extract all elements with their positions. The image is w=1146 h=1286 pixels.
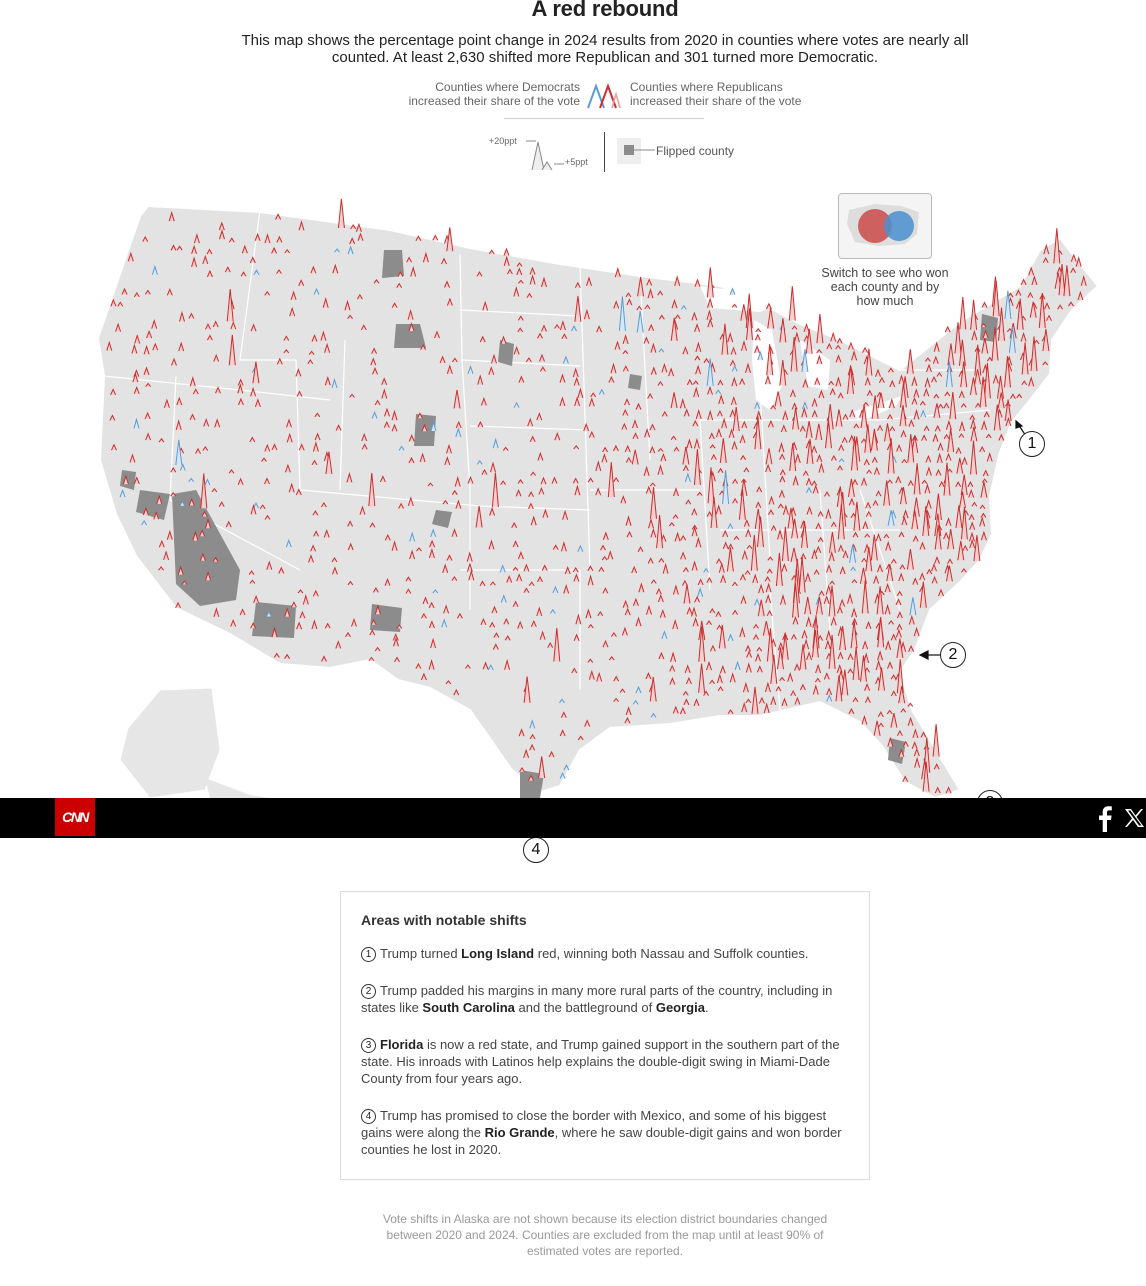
note-number: 3 bbox=[361, 1038, 376, 1053]
county-spike bbox=[960, 297, 966, 329]
note-item: 2 Trump padded his margins in many more rural parts of the country, including in states like South Carolina and the battleground of Georgia. bbox=[361, 983, 833, 1015]
x-icon[interactable] bbox=[1122, 806, 1146, 830]
county-spike bbox=[504, 249, 509, 256]
legend-rep-label: Counties where Republicans increased their share of the vote bbox=[630, 80, 802, 108]
county-spike bbox=[982, 303, 987, 308]
switch-view-label[interactable]: Switch to see who won each county and by how much bbox=[821, 266, 949, 308]
note-item: 1 Trump turned Long Island red, winning both Nassau and Suffolk counties. bbox=[361, 945, 849, 962]
map-marker-1[interactable]: 1 bbox=[1019, 431, 1045, 457]
county-spike bbox=[675, 277, 680, 286]
us-county-shift-map[interactable] bbox=[0, 190, 1146, 798]
legend-size-spikes-icon bbox=[520, 134, 566, 170]
county-spike bbox=[615, 269, 620, 278]
note-item: 4 Trump has promised to close the border with Mexico, and some of his biggest gains were along the Rio Grande, where he saw double-digit gains and won border counties he lost in 2020. bbox=[361, 1108, 842, 1157]
footnote: Vote shifts in Alaska are not shown because its election district boundaries changed between 2020 and 2024. Counties are excluded from the map until at least 90% of estimated votes are reported. bbox=[382, 1212, 828, 1258]
county-spike bbox=[730, 289, 735, 295]
legend-flipped-label: Flipped county bbox=[656, 144, 735, 158]
page-subtitle: This map shows the percentage point change in 2024 results from 2020 in counties where votes are nearly all counted. At least 2,630 shifted more Republican and 301 turned more Democratic. bbox=[241, 32, 969, 66]
county-spike bbox=[831, 333, 836, 341]
switch-view-button[interactable] bbox=[838, 193, 932, 259]
notable-shifts-panel bbox=[340, 891, 870, 1180]
legend-size-high: +20ppt bbox=[489, 136, 517, 146]
notes-heading: Areas with notable shifts bbox=[361, 912, 527, 928]
legend-direction bbox=[0, 80, 1146, 112]
county-spike bbox=[945, 327, 950, 332]
county-spike bbox=[707, 267, 713, 297]
note-item: 3 Florida is now a red state, and Trump gained support in the southern part of the state. His inroads with Latinos help explains the double-digit swing in Miami-Dade County from four years ago. bbox=[361, 1037, 840, 1086]
map-marker-4[interactable]: 4 bbox=[523, 837, 549, 863]
page-title: A red rebound bbox=[531, 0, 679, 21]
legend-size-low: +5ppt bbox=[565, 157, 588, 167]
county-spike bbox=[789, 286, 795, 320]
note-number: 4 bbox=[361, 1109, 376, 1124]
venn-diagram-icon bbox=[839, 194, 931, 258]
map-marker-2[interactable]: 2 bbox=[940, 642, 966, 668]
county-spike bbox=[933, 724, 939, 756]
county-spike bbox=[338, 199, 344, 228]
alaska-shape bbox=[120, 688, 220, 798]
cnn-logo[interactable]: CNN bbox=[55, 798, 95, 836]
county-spike bbox=[433, 236, 438, 241]
facebook-icon[interactable] bbox=[1096, 804, 1114, 832]
county-spike bbox=[817, 314, 823, 343]
cnn-footer-bar bbox=[0, 798, 1146, 838]
legend-vertical-divider bbox=[604, 132, 605, 172]
legend-spikes-icon bbox=[586, 82, 626, 110]
note-number: 2 bbox=[361, 984, 376, 999]
legend-divider bbox=[504, 118, 704, 119]
legend-size bbox=[0, 130, 1146, 174]
county-spike bbox=[863, 348, 868, 353]
flipped-county-icon bbox=[617, 138, 657, 168]
legend-dem-label: Counties where Democrats increased their share of the vote bbox=[408, 80, 580, 108]
county-spike bbox=[695, 280, 700, 287]
note-number: 1 bbox=[361, 947, 376, 962]
